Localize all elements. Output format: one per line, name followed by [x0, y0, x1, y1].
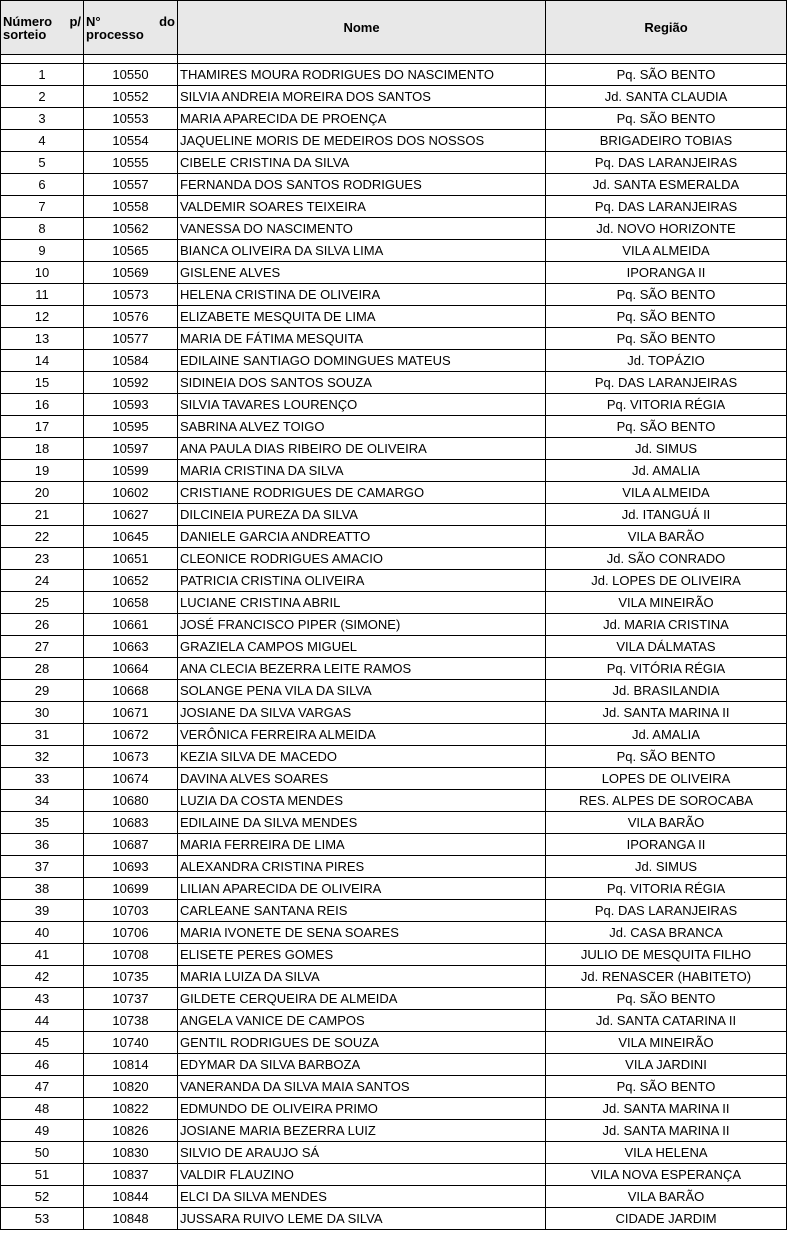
process-number-cell: 10661: [84, 614, 178, 636]
region-cell: JULIO DE MESQUITA FILHO: [546, 944, 787, 966]
table-row: [1, 394, 787, 416]
table-row: [1, 658, 787, 680]
process-number-cell: 10555: [84, 152, 178, 174]
table-row: [1, 328, 787, 350]
draw-number-cell: 30: [1, 702, 84, 724]
region-cell: VILA NOVA ESPERANÇA: [546, 1164, 787, 1186]
table-row: [1, 790, 787, 812]
region-cell: Jd. SANTA CLAUDIA: [546, 86, 787, 108]
process-number-cell: 10826: [84, 1120, 178, 1142]
name-cell: MARIA IVONETE DE SENA SOARES: [178, 922, 546, 944]
process-number-cell: 10663: [84, 636, 178, 658]
name-cell: DILCINEIA PUREZA DA SILVA: [178, 504, 546, 526]
name-cell: DANIELE GARCIA ANDREATTO: [178, 526, 546, 548]
table-row: [1, 284, 787, 306]
draw-number-cell: 51: [1, 1164, 84, 1186]
region-cell: Jd. SIMUS: [546, 856, 787, 878]
region-cell: VILA HELENA: [546, 1142, 787, 1164]
name-cell: ELISETE PERES GOMES: [178, 944, 546, 966]
name-cell: JOSIANE DA SILVA VARGAS: [178, 702, 546, 724]
draw-number-cell: 27: [1, 636, 84, 658]
region-cell: Jd. SANTA MARINA II: [546, 1120, 787, 1142]
process-number-cell: 10658: [84, 592, 178, 614]
header-row: [1, 1, 787, 55]
table-row: [1, 504, 787, 526]
region-cell: Pq. DAS LARANJEIRAS: [546, 900, 787, 922]
header-process-number: [84, 1, 178, 55]
region-cell: Jd. CASA BRANCA: [546, 922, 787, 944]
region-cell: VILA BARÃO: [546, 1186, 787, 1208]
table-row: [1, 570, 787, 592]
draw-number-cell: 38: [1, 878, 84, 900]
region-cell: VILA MINEIRÃO: [546, 1032, 787, 1054]
table-row: [1, 526, 787, 548]
name-cell: JAQUELINE MORIS DE MEDEIROS DOS NOSSOS: [178, 130, 546, 152]
region-cell: Jd. LOPES DE OLIVEIRA: [546, 570, 787, 592]
draw-number-cell: 29: [1, 680, 84, 702]
region-cell: Pq. VITORIA RÉGIA: [546, 878, 787, 900]
table-row: [1, 834, 787, 856]
name-cell: LUZIA DA COSTA MENDES: [178, 790, 546, 812]
name-cell: ELCI DA SILVA MENDES: [178, 1186, 546, 1208]
region-cell: Pq. SÃO BENTO: [546, 746, 787, 768]
table-row: [1, 262, 787, 284]
name-cell: EDILAINE DA SILVA MENDES: [178, 812, 546, 834]
process-number-cell: 10558: [84, 196, 178, 218]
name-cell: ANGELA VANICE DE CAMPOS: [178, 1010, 546, 1032]
process-number-cell: 10565: [84, 240, 178, 262]
draw-number-cell: 52: [1, 1186, 84, 1208]
process-number-cell: 10593: [84, 394, 178, 416]
table-row: [1, 1186, 787, 1208]
region-cell: LOPES DE OLIVEIRA: [546, 768, 787, 790]
draw-number-cell: 34: [1, 790, 84, 812]
process-number-cell: 10703: [84, 900, 178, 922]
process-number-cell: 10674: [84, 768, 178, 790]
header-region: Região: [546, 1, 787, 55]
region-cell: Jd. SANTA MARINA II: [546, 702, 787, 724]
process-number-cell: 10814: [84, 1054, 178, 1076]
region-cell: VILA ALMEIDA: [546, 482, 787, 504]
region-cell: VILA BARÃO: [546, 812, 787, 834]
name-cell: ANA PAULA DIAS RIBEIRO DE OLIVEIRA: [178, 438, 546, 460]
region-cell: Pq. SÃO BENTO: [546, 988, 787, 1010]
draw-number-cell: 23: [1, 548, 84, 570]
name-cell: FERNANDA DOS SANTOS RODRIGUES: [178, 174, 546, 196]
table-row: [1, 1010, 787, 1032]
process-number-cell: 10848: [84, 1208, 178, 1230]
table-row: [1, 64, 787, 86]
region-cell: VILA BARÃO: [546, 526, 787, 548]
draw-number-cell: 22: [1, 526, 84, 548]
process-number-cell: 10830: [84, 1142, 178, 1164]
header-process-number-line2: processo: [86, 26, 144, 42]
region-cell: CIDADE JARDIM: [546, 1208, 787, 1230]
name-cell: PATRICIA CRISTINA OLIVEIRA: [178, 570, 546, 592]
name-cell: CRISTIANE RODRIGUES DE CAMARGO: [178, 482, 546, 504]
draw-number-cell: 53: [1, 1208, 84, 1230]
name-cell: DAVINA ALVES SOARES: [178, 768, 546, 790]
draw-number-cell: 33: [1, 768, 84, 790]
region-cell: IPORANGA II: [546, 262, 787, 284]
draw-number-cell: 31: [1, 724, 84, 746]
name-cell: THAMIRES MOURA RODRIGUES DO NASCIMENTO: [178, 64, 546, 86]
table-row: [1, 218, 787, 240]
draw-number-cell: 41: [1, 944, 84, 966]
process-number-cell: 10577: [84, 328, 178, 350]
process-number-cell: 10820: [84, 1076, 178, 1098]
region-cell: Pq. SÃO BENTO: [546, 284, 787, 306]
region-cell: Pq. DAS LARANJEIRAS: [546, 152, 787, 174]
process-number-cell: 10584: [84, 350, 178, 372]
header-process-number-word1: N°: [86, 13, 101, 29]
process-number-cell: 10652: [84, 570, 178, 592]
table-row: [1, 702, 787, 724]
table-row: [1, 1208, 787, 1230]
draw-number-cell: 45: [1, 1032, 84, 1054]
table-row: [1, 108, 787, 130]
table-row: [1, 548, 787, 570]
region-cell: Jd. BRASILANDIA: [546, 680, 787, 702]
region-cell: Jd. SANTA CATARINA II: [546, 1010, 787, 1032]
process-number-cell: 10822: [84, 1098, 178, 1120]
process-number-cell: 10651: [84, 548, 178, 570]
table-row: [1, 724, 787, 746]
process-number-cell: 10673: [84, 746, 178, 768]
process-number-cell: 10562: [84, 218, 178, 240]
region-cell: Pq. VITÓRIA RÉGIA: [546, 658, 787, 680]
region-cell: Jd. SANTA MARINA II: [546, 1098, 787, 1120]
draw-number-cell: 48: [1, 1098, 84, 1120]
table-body: [1, 55, 787, 1230]
table-row: [1, 812, 787, 834]
table-row: [1, 460, 787, 482]
name-cell: LILIAN APARECIDA DE OLIVEIRA: [178, 878, 546, 900]
process-number-cell: 10569: [84, 262, 178, 284]
draw-number-cell: 17: [1, 416, 84, 438]
region-cell: Pq. SÃO BENTO: [546, 108, 787, 130]
header-process-number-line1: [86, 15, 175, 28]
table-row: [1, 130, 787, 152]
process-number-cell: 10699: [84, 878, 178, 900]
draw-number-cell: 12: [1, 306, 84, 328]
name-cell: ALEXANDRA CRISTINA PIRES: [178, 856, 546, 878]
draw-number-cell: 24: [1, 570, 84, 592]
table-row: [1, 482, 787, 504]
name-cell: ELIZABETE MESQUITA DE LIMA: [178, 306, 546, 328]
region-cell: Jd. MARIA CRISTINA: [546, 614, 787, 636]
draw-number-cell: 16: [1, 394, 84, 416]
process-number-cell: 10573: [84, 284, 178, 306]
process-number-cell: 10706: [84, 922, 178, 944]
draw-number-cell: 47: [1, 1076, 84, 1098]
name-cell: CIBELE CRISTINA DA SILVA: [178, 152, 546, 174]
table-row: [1, 1054, 787, 1076]
table-row: [1, 636, 787, 658]
process-number-cell: 10597: [84, 438, 178, 460]
header-draw-number-line1: [3, 15, 81, 28]
region-cell: Pq. SÃO BENTO: [546, 328, 787, 350]
draw-number-cell: 50: [1, 1142, 84, 1164]
name-cell: VANESSA DO NASCIMENTO: [178, 218, 546, 240]
process-number-cell: 10683: [84, 812, 178, 834]
process-number-cell: 10550: [84, 64, 178, 86]
region-cell: VILA MINEIRÃO: [546, 592, 787, 614]
name-cell: CARLEANE SANTANA REIS: [178, 900, 546, 922]
name-cell: SILVIO DE ARAUJO SÁ: [178, 1142, 546, 1164]
table-row: [1, 196, 787, 218]
table-row: [1, 900, 787, 922]
name-cell: GRAZIELA CAMPOS MIGUEL: [178, 636, 546, 658]
region-cell: VILA ALMEIDA: [546, 240, 787, 262]
name-cell: VALDIR FLAUZINO: [178, 1164, 546, 1186]
process-number-cell: 10664: [84, 658, 178, 680]
spacer-row: [1, 55, 787, 64]
region-cell: Jd. AMALIA: [546, 460, 787, 482]
region-cell: Jd. SIMUS: [546, 438, 787, 460]
process-number-cell: 10671: [84, 702, 178, 724]
name-cell: BIANCA OLIVEIRA DA SILVA LIMA: [178, 240, 546, 262]
table-row: [1, 746, 787, 768]
name-cell: SIDINEIA DOS SANTOS SOUZA: [178, 372, 546, 394]
region-cell: Jd. AMALIA: [546, 724, 787, 746]
table-row: [1, 152, 787, 174]
name-cell: CLEONICE RODRIGUES AMACIO: [178, 548, 546, 570]
region-cell: Pq. SÃO BENTO: [546, 64, 787, 86]
draw-number-cell: 18: [1, 438, 84, 460]
name-cell: KEZIA SILVA DE MACEDO: [178, 746, 546, 768]
name-cell: SOLANGE PENA VILA DA SILVA: [178, 680, 546, 702]
draw-number-cell: 10: [1, 262, 84, 284]
table-row: [1, 240, 787, 262]
name-cell: LUCIANE CRISTINA ABRIL: [178, 592, 546, 614]
process-number-cell: 10735: [84, 966, 178, 988]
name-cell: MARIA FERREIRA DE LIMA: [178, 834, 546, 856]
table-row: [1, 878, 787, 900]
draw-number-cell: 1: [1, 64, 84, 86]
name-cell: HELENA CRISTINA DE OLIVEIRA: [178, 284, 546, 306]
draw-number-cell: 20: [1, 482, 84, 504]
table-row: [1, 306, 787, 328]
draw-number-cell: 36: [1, 834, 84, 856]
table-row: [1, 438, 787, 460]
process-number-cell: 10693: [84, 856, 178, 878]
name-cell: JUSSARA RUIVO LEME DA SILVA: [178, 1208, 546, 1230]
table-row: [1, 1164, 787, 1186]
header-draw-number-word1: Número: [3, 13, 53, 29]
table-row: [1, 768, 787, 790]
table-row: [1, 416, 787, 438]
region-cell: Pq. DAS LARANJEIRAS: [546, 372, 787, 394]
region-cell: Pq. SÃO BENTO: [546, 416, 787, 438]
name-cell: SILVIA TAVARES LOURENÇO: [178, 394, 546, 416]
table-row: [1, 922, 787, 944]
table-row: [1, 614, 787, 636]
region-cell: Jd. SANTA ESMERALDA: [546, 174, 787, 196]
name-cell: MARIA CRISTINA DA SILVA: [178, 460, 546, 482]
process-number-cell: 10557: [84, 174, 178, 196]
header-process-number-word2: do: [159, 13, 175, 29]
draw-number-cell: 8: [1, 218, 84, 240]
draw-number-cell: 42: [1, 966, 84, 988]
region-cell: Jd. RENASCER (HABITETO): [546, 966, 787, 988]
draw-number-cell: 44: [1, 1010, 84, 1032]
table-row: [1, 350, 787, 372]
name-cell: EDMUNDO DE OLIVEIRA PRIMO: [178, 1098, 546, 1120]
draw-number-cell: 13: [1, 328, 84, 350]
draw-number-cell: 21: [1, 504, 84, 526]
region-cell: VILA JARDINI: [546, 1054, 787, 1076]
process-number-cell: 10554: [84, 130, 178, 152]
name-cell: SILVIA ANDREIA MOREIRA DOS SANTOS: [178, 86, 546, 108]
name-cell: VERÔNICA FERREIRA ALMEIDA: [178, 724, 546, 746]
draw-number-cell: 3: [1, 108, 84, 130]
spacer-cell: [178, 55, 546, 64]
region-cell: Jd. SÃO CONRADO: [546, 548, 787, 570]
region-cell: Jd. NOVO HORIZONTE: [546, 218, 787, 240]
draw-number-cell: 14: [1, 350, 84, 372]
table-row: [1, 592, 787, 614]
draw-number-cell: 37: [1, 856, 84, 878]
process-number-cell: 10844: [84, 1186, 178, 1208]
header-draw-number-word2: p/: [69, 13, 81, 29]
draw-number-cell: 49: [1, 1120, 84, 1142]
table-row: [1, 1032, 787, 1054]
draw-number-cell: 6: [1, 174, 84, 196]
process-number-cell: 10668: [84, 680, 178, 702]
draw-number-cell: 46: [1, 1054, 84, 1076]
name-cell: GILDETE CERQUEIRA DE ALMEIDA: [178, 988, 546, 1010]
name-cell: GISLENE ALVES: [178, 262, 546, 284]
region-cell: VILA DÁLMATAS: [546, 636, 787, 658]
table-header: [1, 1, 787, 55]
table-row: [1, 372, 787, 394]
draw-number-cell: 4: [1, 130, 84, 152]
name-cell: ANA CLECIA BEZERRA LEITE RAMOS: [178, 658, 546, 680]
table-row: [1, 1076, 787, 1098]
table-row: [1, 1098, 787, 1120]
spacer-cell: [546, 55, 787, 64]
table-row: [1, 988, 787, 1010]
draw-number-cell: 9: [1, 240, 84, 262]
process-number-cell: 10680: [84, 790, 178, 812]
table-row: [1, 944, 787, 966]
process-number-cell: 10687: [84, 834, 178, 856]
draw-number-cell: 19: [1, 460, 84, 482]
draw-number-cell: 7: [1, 196, 84, 218]
table-row: [1, 680, 787, 702]
process-number-cell: 10737: [84, 988, 178, 1010]
name-cell: EDYMAR DA SILVA BARBOZA: [178, 1054, 546, 1076]
name-cell: MARIA LUIZA DA SILVA: [178, 966, 546, 988]
region-cell: Pq. SÃO BENTO: [546, 1076, 787, 1098]
process-number-cell: 10738: [84, 1010, 178, 1032]
name-cell: MARIA APARECIDA DE PROENÇA: [178, 108, 546, 130]
draw-number-cell: 39: [1, 900, 84, 922]
region-cell: BRIGADEIRO TOBIAS: [546, 130, 787, 152]
draw-number-cell: 35: [1, 812, 84, 834]
process-number-cell: 10553: [84, 108, 178, 130]
process-number-cell: 10595: [84, 416, 178, 438]
name-cell: SABRINA ALVEZ TOIGO: [178, 416, 546, 438]
name-cell: JOSIANE MARIA BEZERRA LUIZ: [178, 1120, 546, 1142]
draw-number-cell: 2: [1, 86, 84, 108]
name-cell: EDILAINE SANTIAGO DOMINGUES MATEUS: [178, 350, 546, 372]
region-cell: Pq. VITORIA RÉGIA: [546, 394, 787, 416]
table-row: [1, 856, 787, 878]
process-number-cell: 10552: [84, 86, 178, 108]
process-number-cell: 10837: [84, 1164, 178, 1186]
process-number-cell: 10576: [84, 306, 178, 328]
draw-number-cell: 25: [1, 592, 84, 614]
spacer-cell: [84, 55, 178, 64]
draw-number-cell: 5: [1, 152, 84, 174]
region-cell: IPORANGA II: [546, 834, 787, 856]
spacer-cell: [1, 55, 84, 64]
region-cell: Jd. ITANGUÁ II: [546, 504, 787, 526]
draw-number-cell: 40: [1, 922, 84, 944]
process-number-cell: 10672: [84, 724, 178, 746]
process-number-cell: 10740: [84, 1032, 178, 1054]
draw-number-cell: 15: [1, 372, 84, 394]
region-cell: RES. ALPES DE SOROCABA: [546, 790, 787, 812]
table-row: [1, 1120, 787, 1142]
process-number-cell: 10708: [84, 944, 178, 966]
name-cell: MARIA DE FÁTIMA MESQUITA: [178, 328, 546, 350]
process-number-cell: 10599: [84, 460, 178, 482]
draw-number-cell: 26: [1, 614, 84, 636]
process-number-cell: 10602: [84, 482, 178, 504]
header-name: Nome: [178, 1, 546, 55]
table-row: [1, 86, 787, 108]
draw-number-cell: 28: [1, 658, 84, 680]
draw-number-cell: 32: [1, 746, 84, 768]
region-cell: Jd. TOPÁZIO: [546, 350, 787, 372]
name-cell: GENTIL RODRIGUES DE SOUZA: [178, 1032, 546, 1054]
process-number-cell: 10645: [84, 526, 178, 548]
region-cell: Pq. DAS LARANJEIRAS: [546, 196, 787, 218]
draw-number-cell: 43: [1, 988, 84, 1010]
header-draw-number: [1, 1, 84, 55]
name-cell: JOSÉ FRANCISCO PIPER (SIMONE): [178, 614, 546, 636]
process-number-cell: 10627: [84, 504, 178, 526]
table-row: [1, 966, 787, 988]
draw-number-cell: 11: [1, 284, 84, 306]
table-row: [1, 174, 787, 196]
region-cell: Pq. SÃO BENTO: [546, 306, 787, 328]
process-number-cell: 10592: [84, 372, 178, 394]
name-cell: VANERANDA DA SILVA MAIA SANTOS: [178, 1076, 546, 1098]
header-draw-number-line2: sorteio: [3, 26, 47, 42]
table-row: [1, 1142, 787, 1164]
name-cell: VALDEMIR SOARES TEIXEIRA: [178, 196, 546, 218]
